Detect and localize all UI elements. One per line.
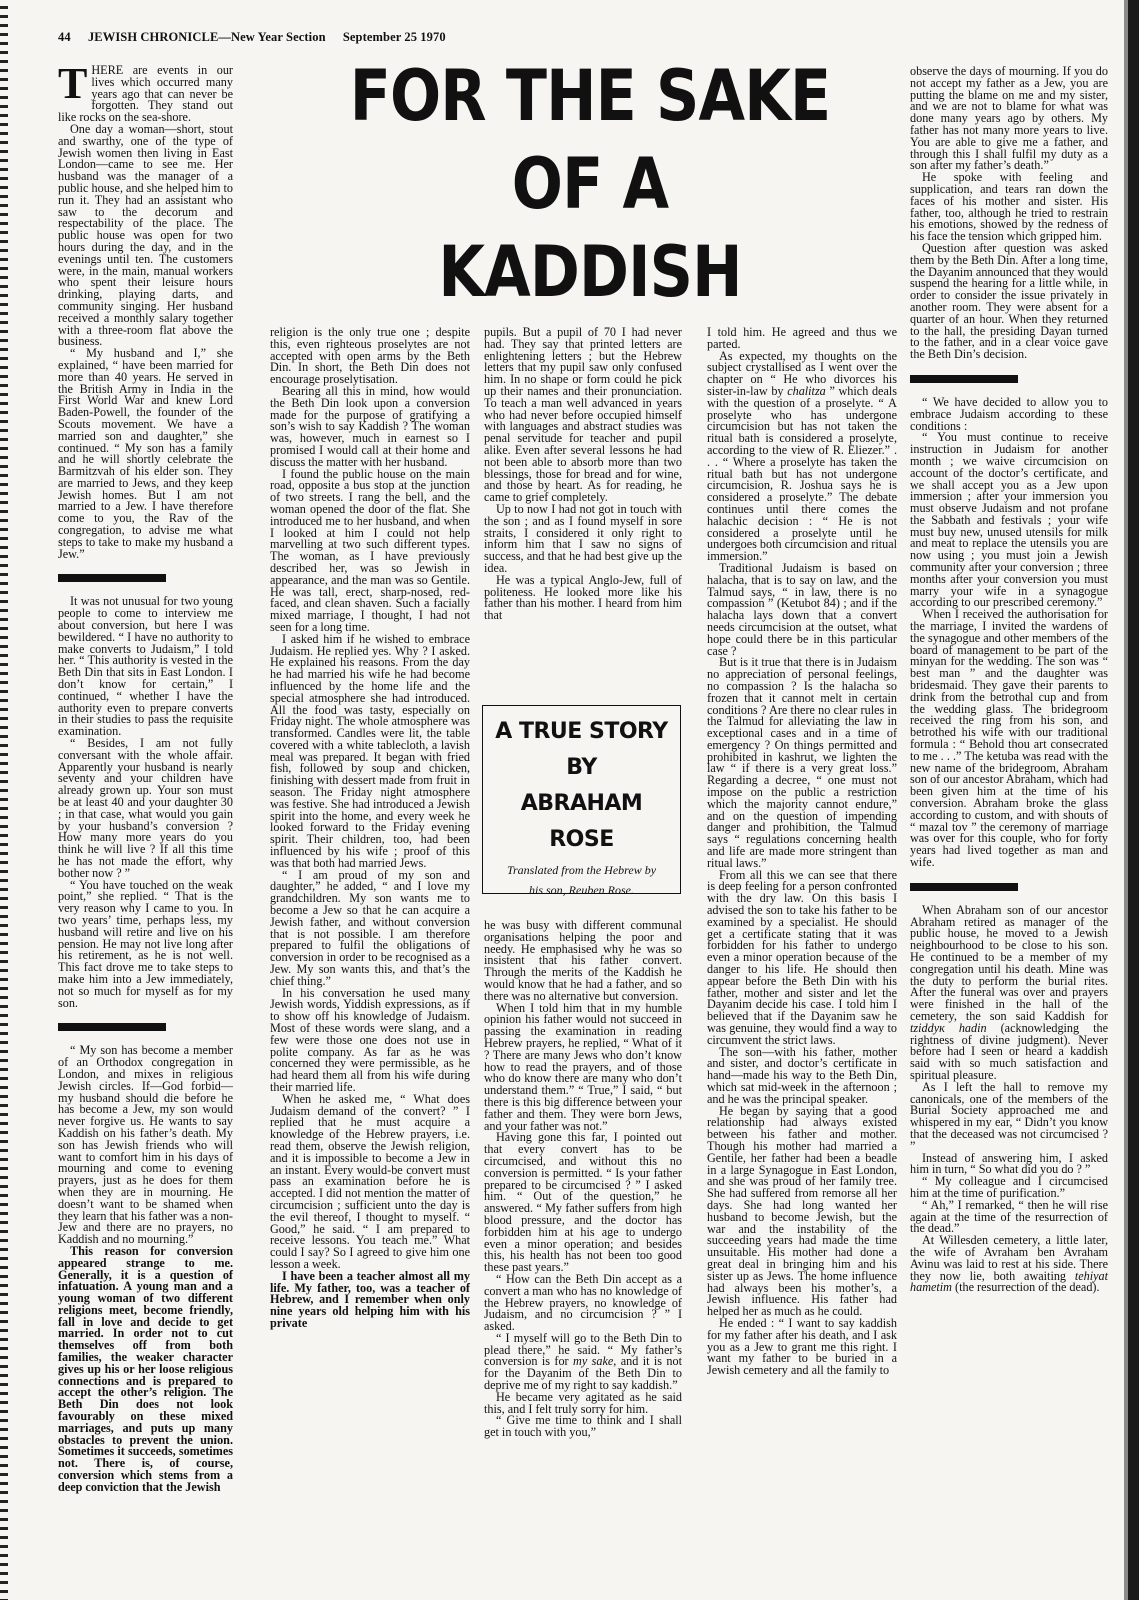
paragraph: He was a typical Anglo-Jew, full of politeness. He looked more like his father than his mother. I heard from him that xyxy=(484,572,682,623)
paragraph: “ Besides, I am not fully conversant with the whole affair. Apparently your husband is nearly seventy and your children have already grown up. Your son must be at least 40 and your daughter 30 ; in that case, what would you gain by your husband’s conversion ? How many more years do you think he will live ? If all this time he has not made the effort, why bother now ? ” xyxy=(58,736,233,880)
issue-date: September 25 1970 xyxy=(342,30,446,44)
paragraph: “ You have touched on the weak point,” she replied. “ That is the very reason why I came to you. In two years’ time, perhaps less, my husband will retire and live on his pension. He may not live long after his retirement, as he is not well. This fact drove me to take steps to make him into a Jew immediately, not so much for myself as for my son. xyxy=(58,877,233,1010)
paragraph-text: At Willesden cemetery, a little later, the wife of Avraham ben Avraham Avinu was laid to rest at his side. There they now lie, both awaiting xyxy=(910,1233,1108,1283)
article-column-5 xyxy=(910,66,1108,1294)
paragraph-text: HERE are events in our lives which occurred many years ago that can never be forgotten. They stand out like rocks on the sea-shore. xyxy=(58,63,233,125)
paragraph-text: As expected, my thoughts on the subject crystallised as I went over the chapter on “ He who divorces his sister-in-law by xyxy=(707,348,897,398)
italic-text: tehiyat hametim xyxy=(910,1268,1108,1295)
byline-title: A TRUE STORY xyxy=(495,719,668,744)
translation-credit-2: his son, Reuben Rose. xyxy=(529,883,634,897)
paragraph: Traditional Judaism is based on halacha, that is to say on law, and the Talmud says, “ in law, there is no compassion ” (Ketubot 84) ; and if the halacha lays down that a convert needs circumcision at the outset, what hope could there be in this particular case ? xyxy=(707,560,897,658)
paragraph: Bearing all this in mind, how would the Beth Din look upon a conversion made for the purpose of gratifying a son’s wish to say Kaddish ? The woman was, however, much in earnest so I promised I would call at their home and discuss the matter with her husband. xyxy=(270,383,470,469)
paragraph: pupils. But a pupil of 70 I had never had. They say that printed letters are enlightening letters ; but the Hebrew letters that my pupil saw only confused him. In no shape or form could he pick up their names and their pronunciation. To teach a man well advanced in years who had never before occupied himself with languages and abstract studies was penal servitude for teacher and pupil alike. Even after several lessons he had not been able to absorb more than two blessings, those for bread and for wine, and those by heart. As for reading, he came to grief completely. xyxy=(484,325,682,505)
page-number: 44 xyxy=(58,30,71,44)
translation-credit-1: Translated from the Hebrew by xyxy=(506,863,657,877)
headline-line-3: KADDISH xyxy=(438,231,742,313)
paragraph: he was busy with different communal organisations helping the poor and needy. He emphasised why he was so insistent that his father convert. Through the merits of the Kaddish he would know that he had a father, and so there was no alternative but conversion. xyxy=(484,918,682,1003)
paragraph: He began by saying that a good relationship had always existed between his father and mother. Though his mother had married a Gentile, her father had been a beadle in a large Synagogue in East London, and she was proud of her family tree. She had suffered from remorse all her days. She had long wanted her husband to become Jewish, but the war and the instability of the succeeding years had made the time unsuitable. His mother had done a great deal in bringing him and his sister up as Jews. The home influence had always been his mother’s, a Jewish influence. His father had helped her as much as he could. xyxy=(707,1103,897,1319)
paragraph xyxy=(910,1235,1108,1294)
section-divider xyxy=(910,883,1018,891)
paragraph: “ We have decided to allow you to embrace Judaism according to these conditions : xyxy=(910,394,1108,433)
paragraph: Up to now I had not got in touch with the son ; and as I found myself in sore straits, I considered it only right to inform him that I saw no signs of success, and that he had best give up the idea. xyxy=(484,501,682,575)
paragraph: Question after question was asked them by the Beth Din. After a long time, the Dayanim announced that they would suspend the hearing for a little while, in order to consider the issue privately in another room. They were absent for a quarter of an hour. When they returned to the hall, the presiding Dayan turned to the father, and in a clear voice gave the Beth Din’s decision. xyxy=(910,240,1108,362)
paragraph: He ended : “ I want to say kaddish for my father after his death, and I ask you as a Jew to grant me this right. I want my father to be buried in a Jewish cemetery and all the family to xyxy=(707,1315,897,1378)
paragraph: As I left the hall to remove my canonicals, one of the members of the Burial Society approached me and whispered in my ear, “ Didn’t you know that the deceased was not circumcised ? ” xyxy=(910,1079,1108,1153)
paragraph: I found the public house on the main road, opposite a bus stop at the junction of two streets. I rang the bell, and the woman opened the door of the flat. She introduced me to her husband, and when I looked at him I could not help marvelling at two such different types. The woman, as I have previously described her, was so Jewish in appearance, and the man was so Gentile. He was tall, erect, sharp-nosed, red-faced, and clean shaven. Such a facially mixed marriage, I thought, I had not seen for a long time. xyxy=(270,466,470,634)
paragraph: It was not unusual for two young people to come to interview me about conversion, but here I was bewildered. “ I have no authority to make converts to Judaism,” I told her. “ This authority is vested in the Beth Din that sits in East London. I don’t know for certain,” I continued, “ whether I have the authority even to prepare converts in their studies to pass the requisite examination. xyxy=(58,594,233,739)
byline-by: BY xyxy=(566,755,597,780)
section-divider xyxy=(58,574,166,582)
paragraph xyxy=(58,59,233,125)
paragraph xyxy=(707,348,897,564)
italic-text: chalitza xyxy=(787,383,826,398)
paragraph: In his conversation he used many Jewish words, Yiddish expressions, as if to show off his knowledge of Judaism. Most of these words were slang, and a few were those one does not use in polite company. As far as he was concerned they were permissible, as he had heard them all from his wife during their married life. xyxy=(270,985,470,1094)
paragraph: “ You must continue to receive instruction in Judaism for another month ; we waive circumcision on account of the doctor’s certificate, and we shall accept you as a Jew upon immersion ; after your immersion you must observe Judaism and not profane the Sabbath and festivals ; your wife must buy new, unused utensils for milk and meat to replace the utensils you are now using ; you must join a Jewish community after your conversion ; three months after your conversion you must marry your wife in a synagogue according to our prescribed ceremony.” xyxy=(910,430,1108,610)
drop-cap: T xyxy=(58,59,88,108)
headline-line-2: OF A xyxy=(511,143,669,225)
paragraph: “ My husband and I,” she explained, “ have been married for more than 40 years. He served in the British Army in India in the First World War and knew Lord Baden-Powell, the founder of the Scouts movement. We have a married son and daughter,” she continued. “ My son has a family and he will shortly celebrate the Barmitzvah of his elder son. They are married to Jews, and they keep Jewish homes. But I am not married to a Jew. I have therefore come to you, the Rav of the congregation, to advise me what steps to take to make my husband a Jew.” xyxy=(58,346,233,561)
paragraph: I told him. He agreed and thus we parted. xyxy=(707,325,897,351)
paragraph-text: (the resurrection of the dead). xyxy=(951,1280,1100,1295)
publication-name: JEWISH CHRONICLE—New Year Section xyxy=(87,30,326,44)
italic-text: my sake xyxy=(573,1354,614,1369)
paragraph xyxy=(484,1330,682,1393)
paragraph: I have been a teacher almost all my life. My father, too, was a teacher of Hebrew, and I remember when only nine years old helping him with his private xyxy=(270,1268,470,1330)
byline-box xyxy=(482,705,681,897)
paragraph xyxy=(910,902,1109,1082)
paragraph: This reason for conversion appeared strange to me. Generally, it is a question of infatuation. A young man and a young woman of two different religions meet, become friendly, fall in love and decide to get married. In order not to cut themselves off from both families, the weaker character gives up his or her loose religious connections and is prepared to accept the other’s religion. The Beth Din does not look favourably on these mixed marriages, and puts up many obstacles to prevent the union. Sometimes it succeeds, sometimes not. There is, of course, conversion which stems from a deep conviction that the Jewish xyxy=(58,1243,233,1494)
paragraph: “ Give me time to think and I shall get in touch with you,” xyxy=(484,1413,682,1440)
paragraph: When he asked me, “ What does Judaism demand of the convert? ” I replied that he must acquire a knowledge of the Hebrew prayers, i.e. read them, observe the Jewish religion, and it is impossible to become a Jew in an instant. Every would-be convert must pass an examination before he is accepted. I did not mention the matter of circumcision ; sufficient unto the day is the evil thereof, I thought to myself. “ Good,” he said. “ I am prepared to receive lessons. You teach me.” What could I say? So I agreed to give him one lesson a week. xyxy=(270,1091,470,1271)
page-right-edge xyxy=(1128,0,1139,1600)
paragraph-text: “ I myself will go to the Beth Din to plead there,” he said. “ My father’s conversion is for xyxy=(484,1330,682,1369)
paragraph: From all this we can see that there is deep feeling for a person confronted with the dry law. On this basis I advised the son to take his father to be examined by a specialist. He should get a certificate stating that it was forbidden for his father to undergo even a minor operation because of the danger to his life. He should then appear before the Beth Din with his father, mother and sister and let the Dayanim decide his case. I told him I believed that if the Dayanim saw he was genuine, they would find a way to circumvent the strict laws. xyxy=(707,867,897,1047)
paragraph: When I told him that in my humble opinion his father would not succeed in passing the examination in reading Hebrew prayers, he replied, “ What of it ? There are many Jews who don’t know how to read the prayers, and of those who do know there are many who don’t understand them.” “ True,” I said, “ but there is this big difference between your father and them. They were born Jews, and your father was not.” xyxy=(484,1000,682,1133)
paragraph: “ How can the Beth Din accept as a convert a man who has no knowledge of the Hebrew prayers, no knowledge of Judaism, and no circumcision ? ” I asked. xyxy=(484,1271,682,1334)
paragraph: “ My colleague and I circumcised him at the time of purification.” xyxy=(910,1174,1108,1200)
paragraph: The son—with his father, mother and sister, and doctor’s certificate in hand—made his way to the Beth Din, which sat mid-week in the afternoon ; and he was the principal speaker. xyxy=(707,1044,897,1106)
italic-text: tziddук hadin xyxy=(910,1020,987,1035)
headline xyxy=(341,52,840,316)
paragraph-text: (acknowledging the rightness of divine judgment). Never before had I seen or heard a kaddish said with so much satisfaction and spiritual pleasure. xyxy=(910,1020,1109,1082)
author-first-name: ABRAHAM xyxy=(520,791,643,816)
article-column-1 xyxy=(58,59,233,1565)
section-divider xyxy=(58,1023,166,1031)
section-divider xyxy=(910,375,1018,383)
headline-line-1: FOR THE SAKE xyxy=(349,55,831,137)
article-column-4 xyxy=(707,327,897,1377)
author-last-name: ROSE xyxy=(549,827,614,852)
paragraph-text: , and it is not for the Dayanim of the Beth Din to deprive me of my right to say kaddish.” xyxy=(484,1354,682,1393)
paragraph: “ I am proud of my son and daughter,” he added, “ and I love my grandchildren. My son wants me to become a Jew so that he can acquire a Jewish father, and without conversion that is not possible. I am therefore prepared to fulfil the obligations of conversion in order to be recognised as a Jew. My son wants this, and that’s the chief thing.” xyxy=(270,867,470,988)
paragraph: Instead of answering him, I asked him in turn, “ So what did you do ? ” xyxy=(910,1150,1108,1177)
page-left-edge xyxy=(0,0,8,1600)
paragraph: Having gone this far, I pointed out that every convert has to be circumcised, and without this no conversion is permitted. “ Is your father prepared to be circumcised ? ” I asked him. “ Out of the question,” he answered. “ My father suffers from high blood pressure, and the doctor has forbidden him at his age to undergo even a minor operation; and besides this, his health has not been too good these past years.” xyxy=(484,1130,682,1275)
paragraph: He spoke with feeling and supplication, and tears ran down the faces of his mother and sister. His father, too, although he tried to restrain his emotions, showed by the redness of his face the tension which gripped him. xyxy=(910,170,1108,244)
paragraph-text: When Abraham son of our ancestor Abraham retired as manager of the public house, he moved to a Jewish neighbourhood to be close to his son. He continued to be a member of my congregation until his death. Mine was the duty to perform the burial rites. After the funeral was over and prayers were finished in the hall of the cemetery, the son said Kaddish for xyxy=(910,902,1108,1023)
paragraph: But is it true that there is in Judaism no appreciation of personal feelings, no compassion ? Is the halacha so frozen that it cannot melt in certain conditions ? Are there no clear rules in the Talmud for alleviating the law in exceptional cases and in a time of emergency ? On things permitted and prohibited in kashrut, we lighten the law “ if there is a very great loss.” Regarding a decree, “ one must not impose on the public a restriction which the majority cannot endure,” and on the question of impending danger and prohibition, the Talmud says “ regulations concerning health and life are made more stringent than ritual laws.” xyxy=(707,655,897,870)
paragraph-text: ” which deals with the question of a proselyte. “ A proselyte who has undergone circumcision but has not taken the ritual bath is considered a proselyte, according to the view of R. Eliezer.” . . . “ Where a proselyte has taken the ritual bath but has not undergone circumcision, R. Joshua says he is considered a proselyte.” The debate continues until there comes the halachic decision : “ He is not considered a proselyte until he undergoes both circumcision and ritual immersion.” xyxy=(707,383,897,564)
article-column-3-bottom xyxy=(484,920,682,1439)
masthead xyxy=(58,30,638,45)
paragraph: One day a woman—short, stout and swarthy, one of the type of Jewish women then living in East London—came to see me. Her husband was the manager of a public house, and she helped him to run it. They had an assistant who saw to the decorum and respectability of the place. The public house was open for two hours during the day, and in the evenings until ten. The customers were, in the main, manual workers who spent their leisure hours drinking, playing darts, and community singing. Her husband received a monthly salary together with a three-room flat above the business. xyxy=(58,121,233,349)
paragraph: religion is the only true one ; despite this, even righteous proselytes are not accepted with open arms by the Beth Din. In short, the Beth Din does not encourage proselytisation. xyxy=(270,325,470,387)
paragraph: observe the days of mourning. If you do not accept my father as a Jew, you are putting the blame on me and my sister, and we are not to blame for what was done many years ago by others. My father has not many more years to live. You are able to give me a father, and through this I shall fulfil my duty as a son after my father’s death.” xyxy=(910,64,1108,173)
paragraph: He became very agitated as he said this, and I felt truly sorry for him. xyxy=(484,1389,682,1416)
paragraph: When I received the authorisation for the marriage, I invited the wardens of the synagogue and other members of the board of management to be part of the minyan for the wedding. The son was “ best man ” and the daughter was bridesmaid. They gave their parents to drink from the betrothal cup and from the wedding glass. The bridegroom received the ring from his son, and betrothed his wife with our traditional formula : “ Behold thou art consecrated to me . . .” The ketuba was read with the new name of the bridegroom, Abraham son of our ancestor Abraham, which had been given him at the time of his conversion. Abraham broke the glass according to custom, and with shouts of “ mazal tov ” the ceremony of marriage was over for this couple, who for forty years had lived together as man and wife. xyxy=(910,607,1108,869)
paragraph: “ My son has become a member of an Orthodox congregation in London, and mixes in religious Jewish circles. If—God forbid—my husband should die before he has become a Jew, my son would never forgive us. He wants to say Kaddish on his father’s death. My son has Jewish friends who will want to comfort him in his days of mourning and come to evening prayers, just as he does for them when they are in mourning. He doesn’t want to be shamed when they learn that his father was a non-Jew and there are no prayers, no Kaddish and no mourning.” xyxy=(58,1043,233,1247)
article-column-2 xyxy=(270,327,470,1330)
paragraph: “ Ah,” I remarked, “ then he will rise again at the time of the resurrection of the dead.” xyxy=(910,1197,1108,1236)
article-column-3-top xyxy=(484,327,682,622)
paragraph: I asked him if he wished to embrace Judaism. He replied yes. Why ? I asked. He explained his reasons. From the day he had married his wife he had become influenced by the home life and the special atmosphere she had introduced. All the food was tasty, especially on Friday night. The whole atmosphere was transformed. Candles were lit, the table covered with a white tablecloth, a lavish meal was prepared. It began with fried fish, followed by soup and chicken, finishing with dessert made from fruit in season. The Friday night atmosphere was festive. She had introduced a Jewish spirit into the home, and every week he looked forward to the Friday evening spirit. Their children, too, had been influenced by his wife ; proof of this was that both had married Jews. xyxy=(270,631,470,870)
